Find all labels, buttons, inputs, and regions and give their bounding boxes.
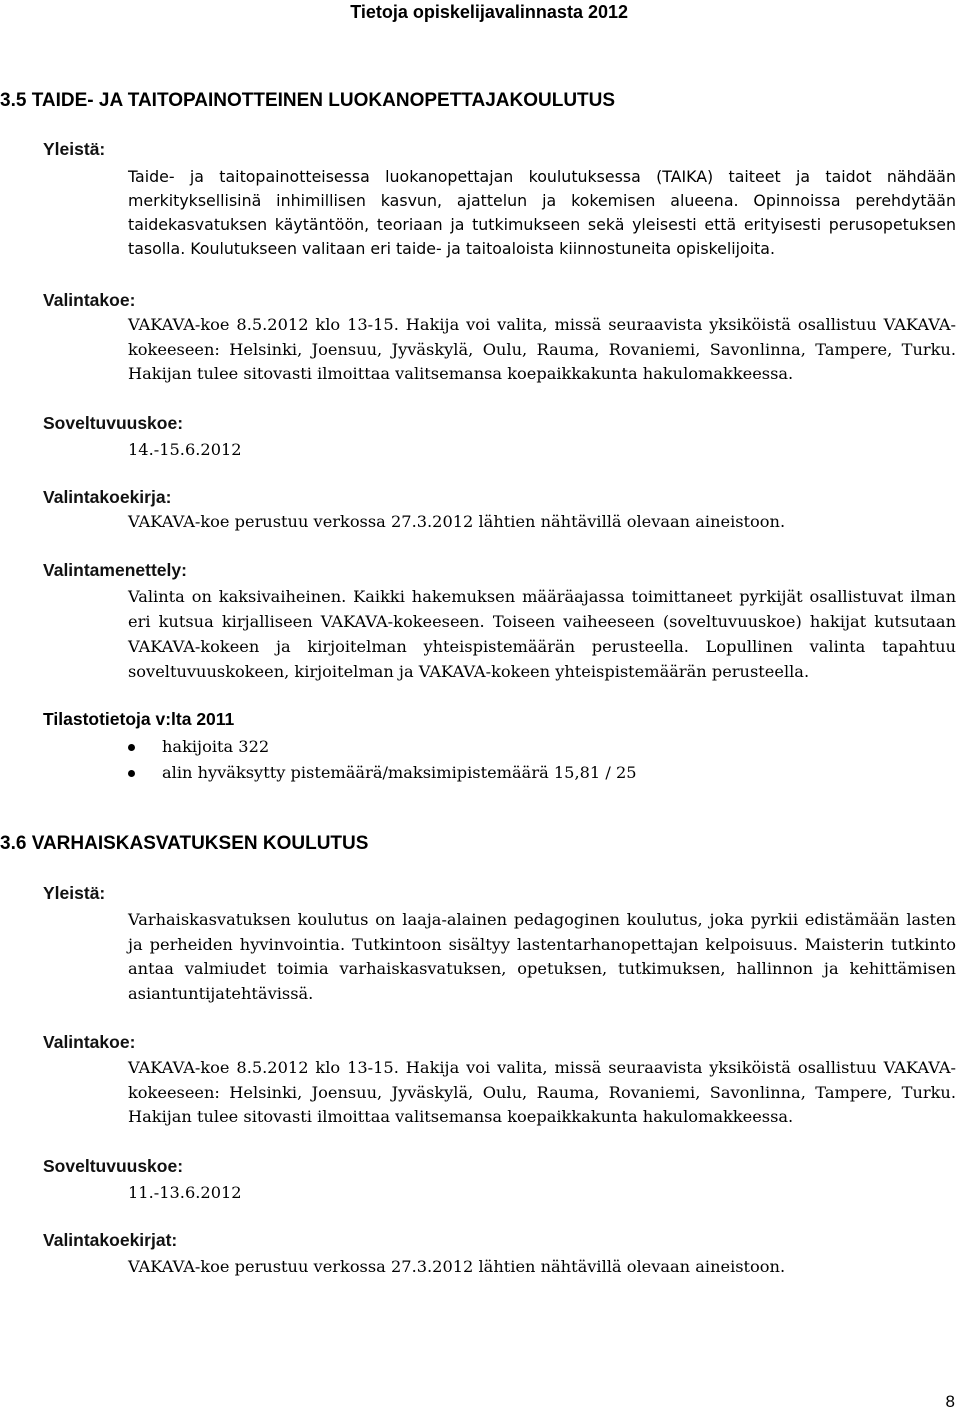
general-text: Varhaiskasvatuksen koulutus on laaja-alainen pedagoginen koulutus, joka pyrkii edistämään lasten ja perheiden hyvinvointia. Tutkintoon sisältyy lastentarhanopettajan kelpoisuus. Maisterin tutkinto antaa valmiudet toimia varhaiskasvatuksen, opetuksen, tutkimuksen, hallinnon ja kehittämisen asiantuntijatehtävissä. xyxy=(128,910,956,1003)
general-label: Yleistä: xyxy=(43,883,106,903)
bullet-icon xyxy=(128,744,135,751)
general-text: Taide- ja taitopainotteisessa luokanopettajan koulutuksessa (TAIKA) taiteet ja taidot nähdään merkityksellisinä inhimillisen kasvun, ajattelun ja kokemisen alueena. Opinnoissa perehdytään taidekasvatuksen käytäntöön, teoriaan ja tutkimukseen sekä yleisesti että erityisesti perusopetuksen tasolla. Koulutukseen valitaan eri taide- ja taitoaloista kiinnostuneita opiskelijoita. xyxy=(128,167,956,258)
book-text: VAKAVA-koe perustuu verkossa 27.3.2012 lähtien nähtävillä olevaan aineistoon. xyxy=(128,512,786,531)
aptitude-label: Soveltuvuuskoe: xyxy=(43,1156,184,1176)
books-label: Valintakoekirjat: xyxy=(43,1230,178,1250)
section-title: 3.6 VARHAISKASVATUKSEN KOULUTUS xyxy=(0,833,369,854)
procedure-label: Valintamenettely: xyxy=(43,560,187,580)
stats-list xyxy=(128,734,637,786)
exam-text: VAKAVA-koe 8.5.2012 klo 13-15. Hakija voi valita, missä seuraavista yksiköistä osallistuu VAKAVA-kokeeseen: Helsinki, Joensuu, Jyväskylä, Oulu, Rauma, Rovaniemi, Savonlinna, Tampere, Turku. Hakijan tulee sitovasti ilmoittaa valitsemansa koepaikkakunta hakulomakkeessa. xyxy=(128,315,956,383)
exam-label: Valintakoe: xyxy=(43,1032,136,1052)
exam-text: VAKAVA-koe 8.5.2012 klo 13-15. Hakija voi valita, missä seuraavista yksiköistä osallistuu VAKAVA-kokeeseen: Helsinki, Joensuu, Jyväskylä, Oulu, Rauma, Rovaniemi, Savonlinna, Tampere, Turku. Hakijan tulee sitovasti ilmoittaa valitsemansa koepaikkakunta hakulomakkeessa. xyxy=(128,1058,956,1126)
book-label: Valintakoekirja: xyxy=(43,487,172,507)
aptitude-text: 11.-13.6.2012 xyxy=(128,1183,242,1202)
general-label: Yleistä: xyxy=(43,139,106,159)
aptitude-text: 14.-15.6.2012 xyxy=(128,440,242,459)
list-item: hakijoita 322 xyxy=(128,734,637,760)
page-header-title: Tietoja opiskelijavalinnasta 2012 xyxy=(350,2,628,22)
stats-title: Tilastotietoja v:lta 2011 xyxy=(43,709,235,729)
page-number: 8 xyxy=(945,1392,955,1411)
section-title: 3.5 TAIDE- JA TAITOPAINOTTEINEN LUOKANOPETTAJAKOULUTUS xyxy=(0,90,616,111)
exam-label: Valintakoe: xyxy=(43,290,136,310)
list-item: alin hyväksytty pistemäärä/maksimipistemäärä 15,81 / 25 xyxy=(128,760,637,786)
bullet-icon xyxy=(128,770,135,777)
aptitude-label: Soveltuvuuskoe: xyxy=(43,413,184,433)
books-text: VAKAVA-koe perustuu verkossa 27.3.2012 lähtien nähtävillä olevaan aineistoon. xyxy=(128,1257,786,1276)
procedure-text: Valinta on kaksivaiheinen. Kaikki hakemuksen määräajassa toimittaneet pyrkijät osallistuvat ilman eri kutsua kirjalliseen VAKAVA-kokeeseen. Toiseen vaiheeseen (soveltuvuuskoe) hakijat kutsutaan VAKAVA-kokeen ja kirjoitelman yhteispistemäärän perusteella. Lopullinen valinta tapahtuu soveltuvuuskokeen, kirjoitelman ja VAKAVA-kokeen yhteispistemäärän perusteella. xyxy=(128,587,956,681)
